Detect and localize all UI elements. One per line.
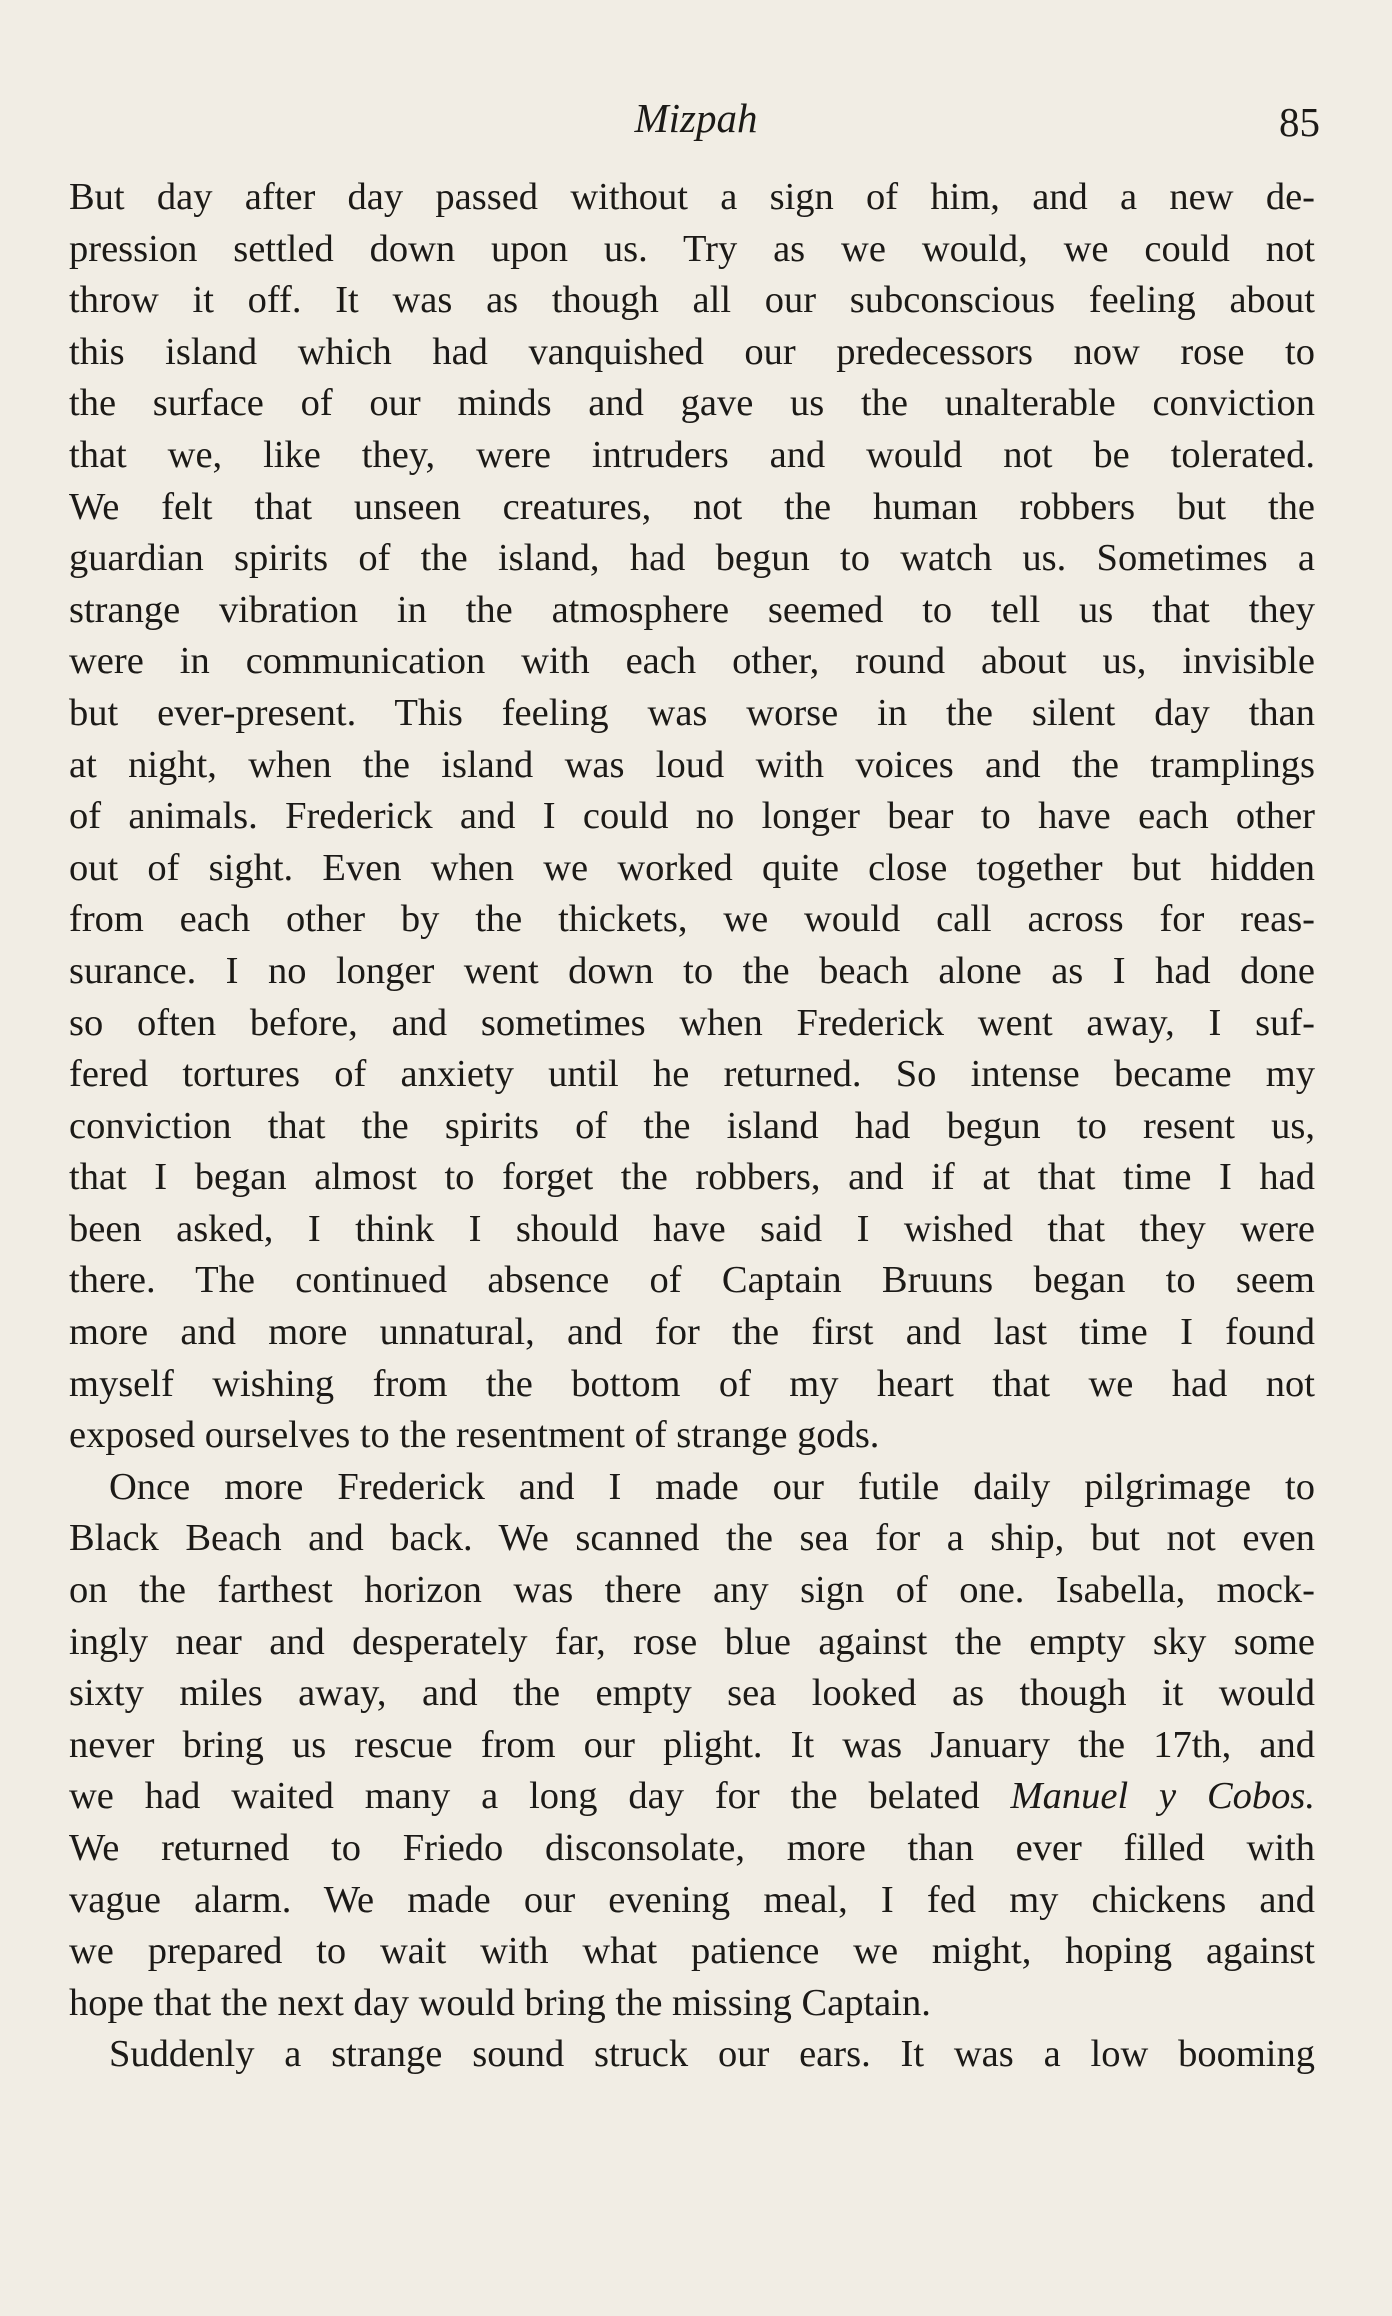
text-line: of animals. Frederick and I could no longer bear to have each other bbox=[69, 795, 1315, 838]
text-line: this island which had vanquished our predecessors now rose to bbox=[69, 330, 1315, 373]
paragraph-start-line: Suddenly a strange sound struck our ears. It was a low booming bbox=[109, 2033, 1315, 2076]
text-line: more and more unnatural, and for the first and last time I found bbox=[69, 1311, 1315, 1354]
text-line: the surface of our minds and gave us the unalterable conviction bbox=[69, 382, 1315, 425]
text-line: myself wishing from the bottom of my heart that we had not bbox=[69, 1362, 1315, 1405]
text-line: on the farthest horizon was there any sign of one. Isabella, mock- bbox=[69, 1569, 1315, 1612]
text-line: throw it off. It was as though all our subconscious feeling about bbox=[69, 279, 1315, 322]
text-line: vague alarm. We made our evening meal, I fed my chickens and bbox=[69, 1878, 1315, 1921]
running-title: Mizpah bbox=[634, 95, 758, 141]
text-line: pression settled down upon us. Try as we would, we could not bbox=[69, 227, 1315, 270]
paragraph-end-line: exposed ourselves to the resentment of strange gods. bbox=[69, 1414, 880, 1457]
text-line: from each other by the thickets, we would call across for reas- bbox=[69, 898, 1315, 941]
body-text bbox=[69, 172, 1315, 2081]
ship-name: Manuel y Cobos. bbox=[1010, 1775, 1315, 1818]
paragraph-end-line: hope that the next day would bring the missing Captain. bbox=[69, 1981, 931, 2024]
page-number: 85 bbox=[1279, 99, 1320, 145]
text-line: sixty miles away, and the empty sea looked as though it would bbox=[69, 1672, 1315, 1715]
paragraph-start-line: Once more Frederick and I made our futile daily pilgrimage to bbox=[109, 1465, 1315, 1508]
text-line: but ever-present. This feeling was worse in the silent day than bbox=[69, 691, 1315, 734]
text-line: so often before, and sometimes when Frederick went away, I suf- bbox=[69, 1001, 1315, 1044]
text-line: We felt that unseen creatures, not the human robbers but the bbox=[69, 485, 1315, 528]
text-line: But day after day passed without a sign of him, and a new de- bbox=[69, 176, 1315, 218]
text-line: were in communication with each other, round about us, invisible bbox=[69, 640, 1315, 683]
text-line-with-ship-name bbox=[69, 1771, 1315, 1823]
text-line: never bring us rescue from our plight. It was January the 17th, and bbox=[69, 1723, 1315, 1766]
text-line: been asked, I think I should have said I wished that they were bbox=[69, 1207, 1315, 1250]
text-line: out of sight. Even when we worked quite close together but hidden bbox=[69, 846, 1315, 889]
text-line: we prepared to wait with what patience we might, hoping against bbox=[69, 1930, 1315, 1973]
running-head bbox=[0, 88, 1392, 148]
text-fragment: we had waited many a long day for the belated bbox=[69, 1775, 1011, 1818]
text-line: fered tortures of anxiety until he returned. So intense became my bbox=[69, 1053, 1315, 1096]
text-line: ingly near and desperately far, rose blue against the empty sky some bbox=[69, 1620, 1315, 1663]
text-line: conviction that the spirits of the island had begun to resent us, bbox=[69, 1104, 1315, 1147]
text-line: surance. I no longer went down to the beach alone as I had done bbox=[69, 949, 1315, 992]
text-line: at night, when the island was loud with voices and the tramplings bbox=[69, 743, 1315, 786]
text-line: Black Beach and back. We scanned the sea for a ship, but not even bbox=[69, 1517, 1315, 1560]
text-line: We returned to Friedo disconsolate, more than ever filled with bbox=[69, 1827, 1315, 1869]
text-line: there. The continued absence of Captain Bruuns began to seem bbox=[69, 1259, 1315, 1302]
text-line: that we, like they, were intruders and would not be tolerated. bbox=[69, 433, 1315, 476]
text-line: guardian spirits of the island, had begun to watch us. Sometimes a bbox=[69, 537, 1315, 580]
text-line: that I began almost to forget the robbers, and if at that time I had bbox=[69, 1156, 1315, 1199]
text-line: strange vibration in the atmosphere seemed to tell us that they bbox=[69, 588, 1315, 631]
